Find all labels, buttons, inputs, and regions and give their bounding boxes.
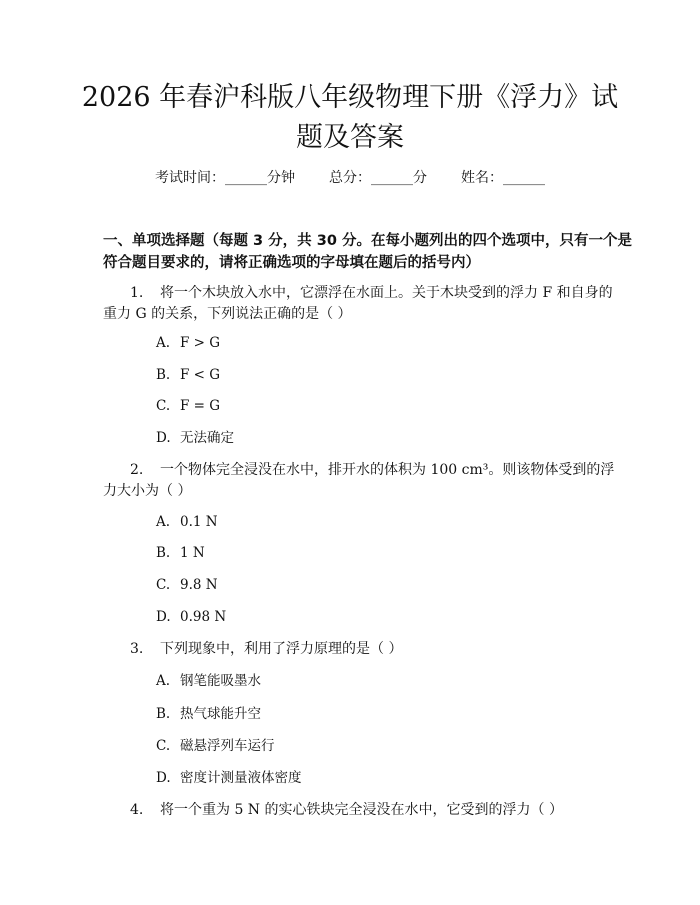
question-2-option-c: C. 9.8 N: [156, 577, 218, 593]
question-1-option-b: B. F < G: [156, 367, 221, 383]
question-2-option-b: B. 1 N: [156, 545, 205, 561]
section-heading-line-2: 符合题目要求的，请将正确选项的字母填在题后的括号内）: [103, 255, 480, 271]
question-3-option-a: A. 钢笔能吸墨水: [156, 673, 261, 689]
question-3-option-b: B. 热气球能升空: [156, 706, 261, 722]
question-3-text-line-1: 下列现象中，利用了浮力原理的是（ ）: [160, 641, 403, 657]
question-4-text-line-1: 将一个重为 5 N 的实心铁块完全浸没在水中，它受到的浮力（ ）: [160, 802, 563, 818]
question-2-option-a: A. 0.1 N: [156, 514, 218, 530]
question-2-option-d: D. 0.98 N: [156, 609, 227, 625]
exam-title-line-2: 题及答案: [296, 122, 404, 153]
question-1-text-line-1: 将一个木块放入水中，它漂浮在水面上。关于木块受到的浮力 F 和自身的: [160, 285, 613, 301]
question-1-option-c: C. F = G: [156, 398, 221, 414]
question-3-number: 3.: [130, 641, 144, 657]
question-3-option-c: C. 磁悬浮列车运行: [156, 738, 275, 754]
question-2-text-line-2: 力大小为（ ）: [103, 483, 192, 499]
question-1-text-line-2: 重力 G 的关系，下列说法正确的是（ ）: [103, 306, 352, 322]
exam-meta: [0, 168, 700, 188]
question-1-number: 1.: [130, 285, 144, 301]
question-2-number: 2.: [130, 462, 144, 478]
exam-time-field: 考试时间：______分钟: [155, 170, 295, 186]
exam-title-line-1: 2026 年春沪科版八年级物理下册《浮力》试: [81, 82, 619, 113]
question-4-number: 4.: [130, 802, 144, 818]
question-1-option-d: D. 无法确定: [156, 430, 234, 446]
question-2-text-line-1: 一个物体完全浸没在水中，排开水的体积为 100 cm³。则该物体受到的浮: [160, 462, 615, 478]
total-score-field: 总分：______分: [329, 170, 427, 186]
question-3-option-d: D. 密度计测量液体密度: [156, 770, 302, 786]
section-heading-line-1: 一、单项选择题（每题 3 分，共 30 分。在每小题列出的四个选项中，只有一个是: [103, 233, 632, 249]
question-1-option-a: A. F > G: [156, 335, 221, 351]
student-name-field: 姓名：______: [461, 170, 545, 186]
